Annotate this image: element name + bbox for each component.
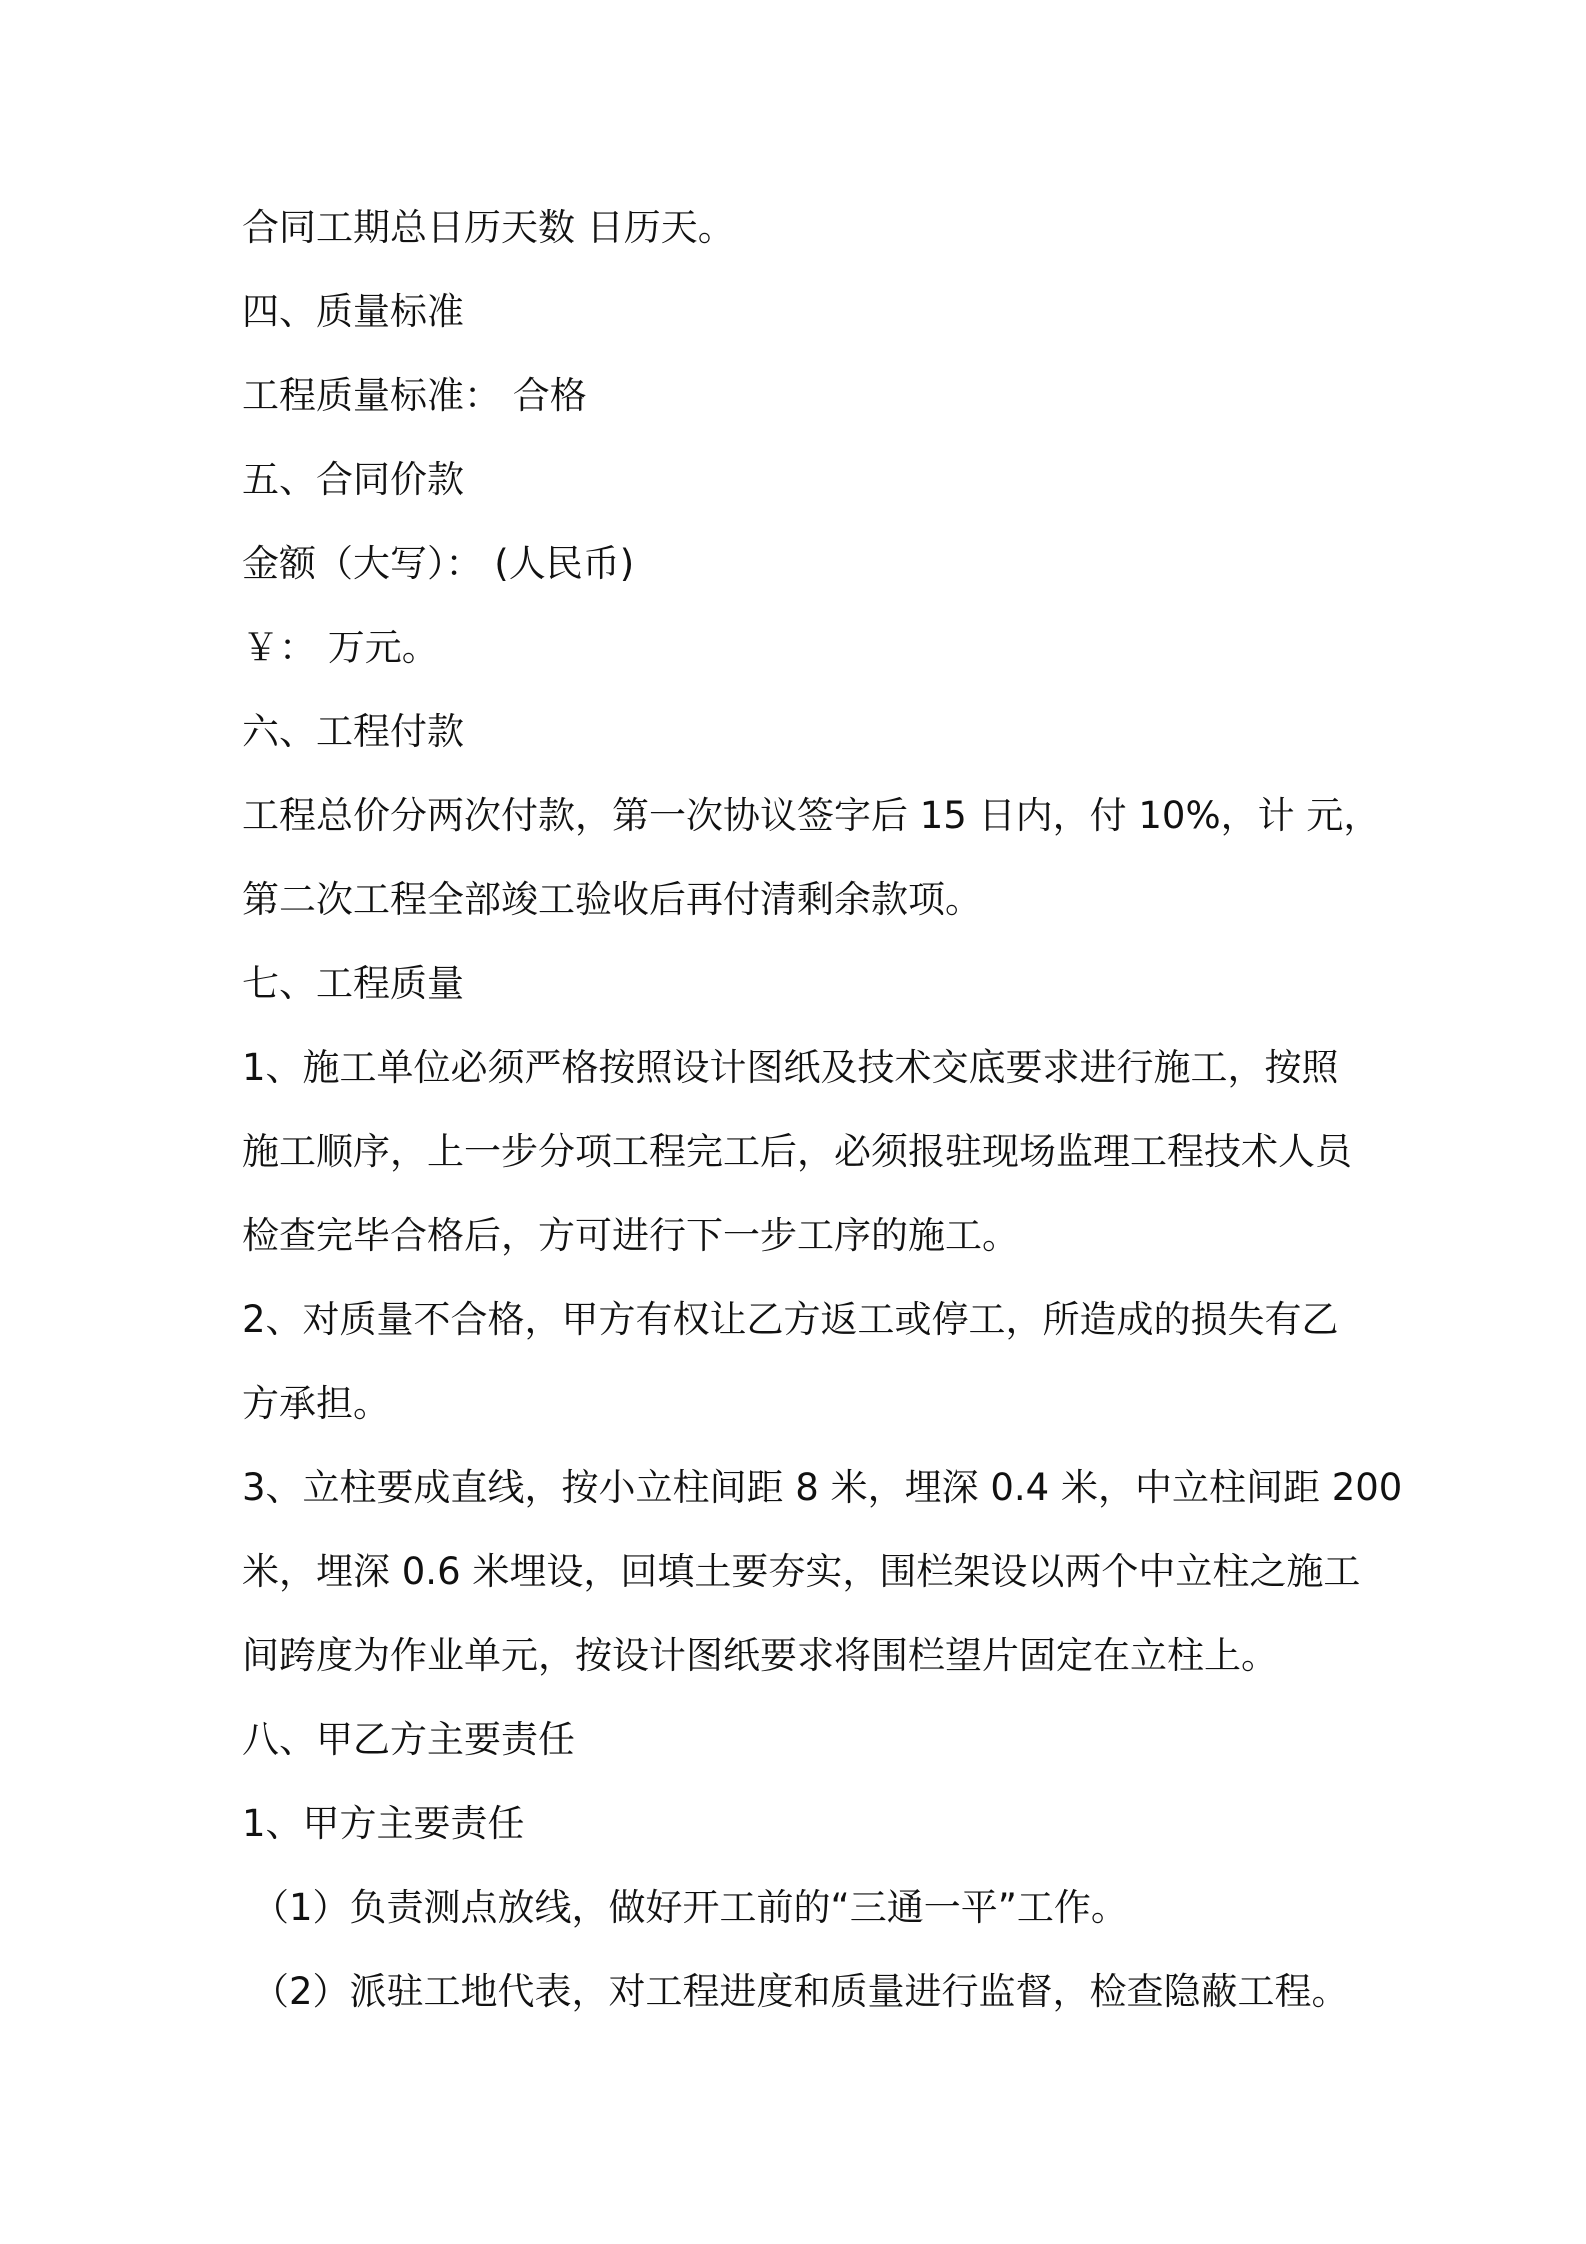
text-line-quality-item-2a: 2、对质量不合格，甲方有权让乙方返工或停工，所造成的损失有乙: [242, 1298, 1339, 1341]
text-line-party-a-item-2: （2）派驻工地代表，对工程进度和质量进行监督，检查隐蔽工程。: [252, 1970, 1349, 2013]
section-heading-contract-price: 五、合同价款: [242, 458, 464, 501]
text-line-payment-1: 工程总价分两次付款，第一次协议签字后 15 日内，付 10%，计 元，: [242, 794, 1381, 837]
subheading-party-a-responsibilities: 1、甲方主要责任: [242, 1802, 525, 1845]
section-heading-responsibilities: 八、甲乙方主要责任: [242, 1718, 575, 1761]
text-line-work-period: 合同工期总日历天数 日历天。: [242, 206, 735, 249]
section-heading-engineering-quality: 七、工程质量: [242, 962, 464, 1005]
section-heading-payment: 六、工程付款: [242, 710, 464, 753]
text-line-quality-item-1c: 检查完毕合格后，方可进行下一步工序的施工。: [242, 1214, 1019, 1257]
text-line-quality-item-3a: 3、立柱要成直线，按小立柱间距 8 米，埋深 0.4 米，中立柱间距 200: [242, 1466, 1403, 1509]
text-line-payment-2: 第二次工程全部竣工验收后再付清剩余款项。: [242, 878, 982, 921]
text-line-quality-item-3b: 米，埋深 0.6 米埋设，回填土要夯实，围栏架设以两个中立柱之施工: [242, 1550, 1361, 1593]
text-line-quality-standard: 工程质量标准： 合格: [242, 374, 587, 417]
text-line-quality-item-2b: 方承担。: [242, 1382, 390, 1425]
text-line-quality-item-1a: 1、施工单位必须严格按照设计图纸及技术交底要求进行施工，按照: [242, 1046, 1339, 1089]
section-heading-quality-standard: 四、质量标准: [242, 290, 464, 333]
text-line-party-a-item-1: （1）负责测点放线，做好开工前的“三通一平”工作。: [252, 1886, 1128, 1929]
text-line-quality-item-3c: 间跨度为作业单元，按设计图纸要求将围栏望片固定在立柱上。: [242, 1634, 1278, 1677]
text-line-quality-item-1b: 施工顺序，上一步分项工程完工后，必须报驻现场监理工程技术人员: [242, 1130, 1352, 1173]
text-line-amount-yuan: ￥： 万元。: [242, 626, 439, 669]
text-line-amount-uppercase: 金额（大写）： (人民币): [242, 542, 635, 585]
